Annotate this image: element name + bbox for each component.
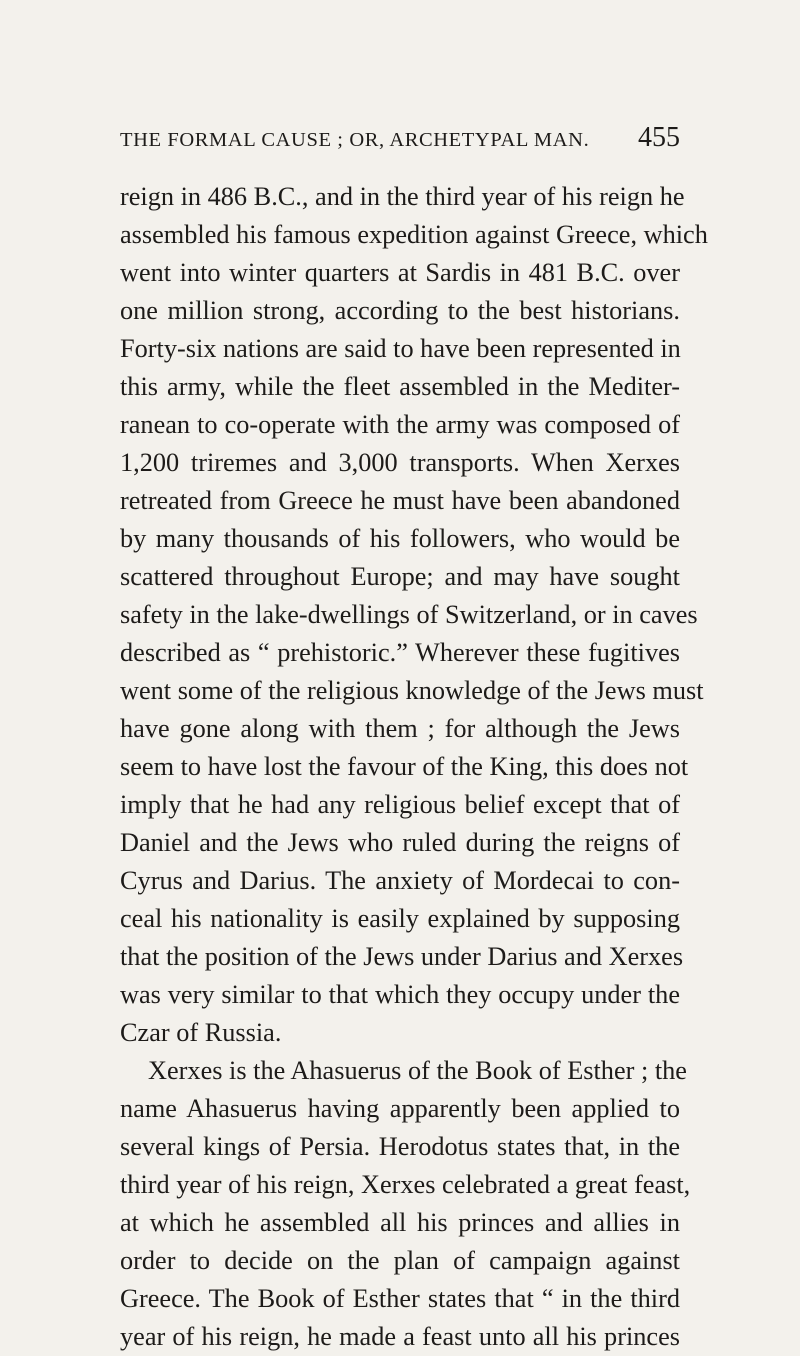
text-line: reign in 486 B.C., and in the third year of his reign he bbox=[120, 182, 685, 211]
text-line: scattered throughout Europe; and may have sought bbox=[120, 562, 680, 591]
page-header bbox=[120, 122, 680, 162]
text-line: have gone along with them ; for although the Jews bbox=[120, 714, 680, 743]
text-line: 1,200 triremes and 3,000 transports. When Xerxes bbox=[120, 448, 680, 477]
text-line: Xerxes is the Ahasuerus of the Book of Esther ; the bbox=[148, 1056, 687, 1085]
text-line: imply that he had any religious belief except that of bbox=[120, 790, 680, 819]
text-line: assembled his famous expedition against Greece, which bbox=[120, 220, 708, 249]
text-line: third year of his reign, Xerxes celebrated a great feast, bbox=[120, 1170, 691, 1199]
text-line: went some of the religious knowledge of the Jews must bbox=[120, 676, 704, 705]
text-line: retreated from Greece he must have been abandoned bbox=[120, 486, 680, 515]
text-line: this army, while the fleet assembled in the Mediter- bbox=[120, 372, 680, 401]
text-line: was very similar to that which they occupy under the bbox=[120, 980, 680, 1009]
text-line: went into winter quarters at Sardis in 481 B.C. over bbox=[120, 258, 680, 287]
page-number: 455 bbox=[638, 122, 680, 153]
text-line: name Ahasuerus having apparently been applied to bbox=[120, 1094, 680, 1123]
text-line: that the position of the Jews under Darius and Xerxes bbox=[120, 942, 684, 971]
text-line: at which he assembled all his princes and allies in bbox=[120, 1208, 680, 1237]
text-line: Greece. The Book of Esther states that “ in the third bbox=[120, 1284, 680, 1313]
text-line: Czar of Russia. bbox=[120, 1018, 282, 1047]
text-line: ranean to co-operate with the army was composed of bbox=[120, 410, 680, 439]
text-line: described as “ prehistoric.” Wherever these fugitives bbox=[120, 638, 680, 667]
running-head: THE FORMAL CAUSE ; OR, ARCHETYPAL MAN. bbox=[120, 129, 590, 151]
text-line: seem to have lost the favour of the King, this does not bbox=[120, 752, 689, 781]
body-text bbox=[120, 178, 708, 1356]
text-line: one million strong, according to the best historians. bbox=[120, 296, 680, 325]
text-line: year of his reign, he made a feast unto all his princes bbox=[120, 1322, 680, 1351]
text-line: Daniel and the Jews who ruled during the reigns of bbox=[120, 828, 680, 857]
text-line: Cyrus and Darius. The anxiety of Mordecai to con- bbox=[120, 866, 680, 895]
text-line: Forty-six nations are said to have been represented in bbox=[120, 334, 681, 363]
text-line: safety in the lake-dwellings of Switzerland, or in caves bbox=[120, 600, 698, 629]
text-line: by many thousands of his followers, who would be bbox=[120, 524, 680, 553]
text-line: several kings of Persia. Herodotus states that, in the bbox=[120, 1132, 680, 1161]
text-line: order to decide on the plan of campaign against bbox=[120, 1246, 680, 1275]
text-line: ceal his nationality is easily explained by supposing bbox=[120, 904, 680, 933]
